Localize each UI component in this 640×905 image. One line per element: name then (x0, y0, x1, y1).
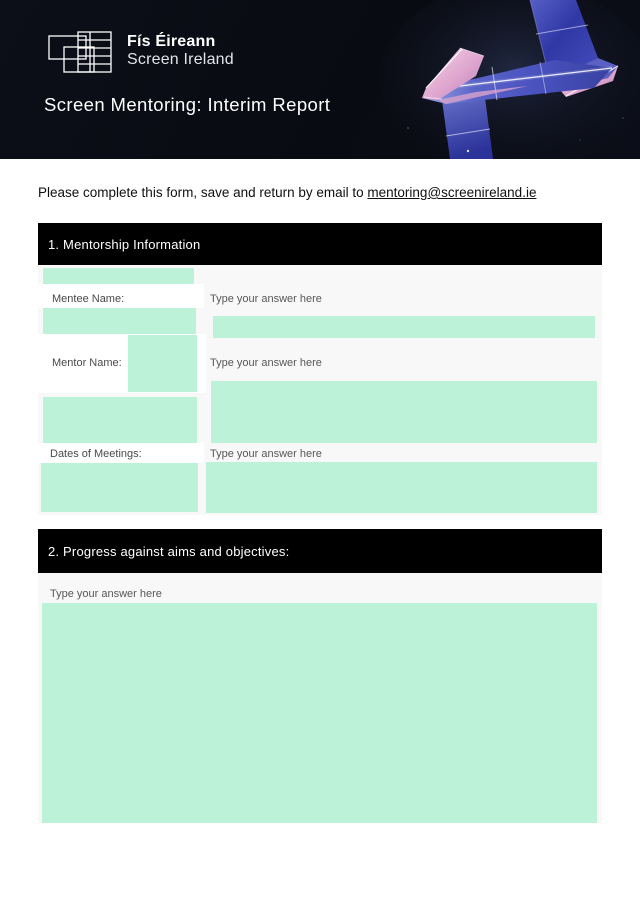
section-1-header (38, 223, 602, 265)
meeting-dates-answer-field[interactable] (206, 462, 597, 513)
logo-name-irish: Fís Éireann (127, 33, 216, 50)
logo-name-english: Screen Ireland (127, 51, 234, 68)
mentee-name-answer-field[interactable] (213, 316, 595, 338)
email-link[interactable]: mentoring@screenireland.ie (367, 185, 537, 200)
highlight-block (128, 335, 197, 392)
meeting-dates-label: Dates of Meetings: (50, 448, 142, 460)
mentee-name-label: Mentee Name: (52, 293, 125, 305)
progress-placeholder[interactable]: Type your answer here (50, 588, 162, 600)
section-2-header (38, 529, 602, 573)
intro-instruction (38, 185, 536, 200)
section-2-panel (38, 573, 602, 823)
intro-text: Please complete this form, save and return by email to (38, 185, 368, 200)
section-1-title: 1. Mentorship Information (48, 236, 201, 252)
mentor-name-answer-field[interactable] (211, 381, 597, 443)
meeting-dates-placeholder[interactable]: Type your answer here (210, 448, 322, 460)
film-ribbon-decoration (380, 0, 640, 159)
page-title: Screen Mentoring: Interim Report (44, 94, 331, 115)
section-2-title: 2. Progress against aims and objectives: (48, 543, 290, 559)
highlight-block (43, 308, 196, 334)
header-banner (0, 0, 640, 159)
highlight-block (43, 268, 194, 284)
mentor-name-label: Mentor Name: (52, 357, 122, 369)
progress-answer-field[interactable] (42, 603, 597, 823)
mentee-name-placeholder[interactable]: Type your answer here (210, 293, 322, 305)
screen-ireland-logo-icon (48, 31, 112, 73)
section-1-panel (38, 265, 602, 515)
mentor-name-placeholder[interactable]: Type your answer here (210, 357, 322, 369)
highlight-block (41, 463, 198, 512)
highlight-block (43, 397, 197, 443)
logo-wordmark (127, 33, 234, 69)
